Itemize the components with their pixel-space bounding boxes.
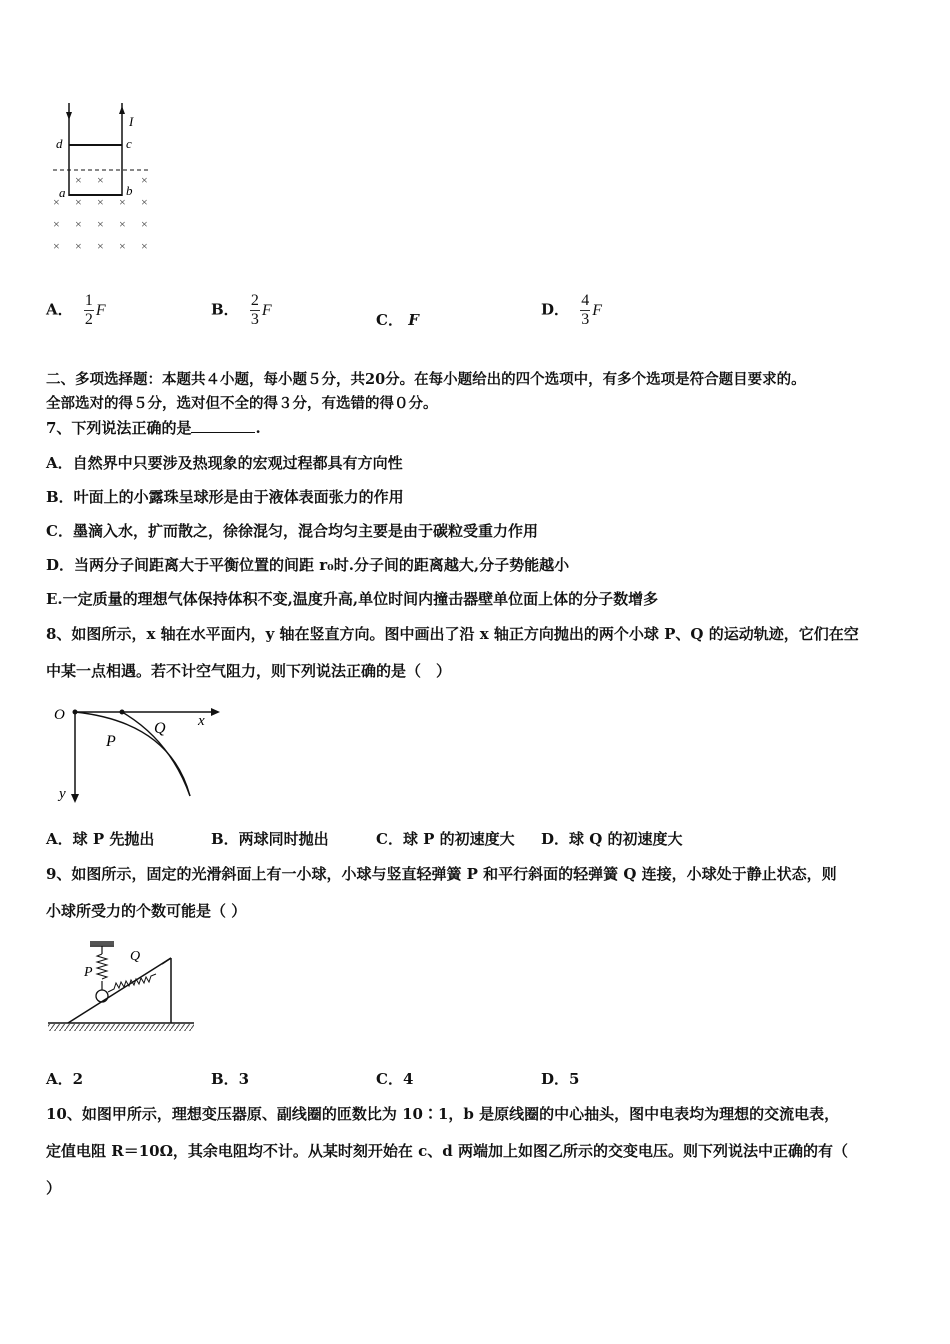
numerator: 1 [84,292,93,309]
label-c: c [126,136,132,151]
q7-stem-text: 7、下列说法正确的是 [46,419,192,437]
q7-stem [46,418,261,438]
section-2-heading-line1: 二、多项选择题：本题共４小题，每小题５分，共20分。在每小题给出的四个选项中，有多个选项是符合题目要求的。 [46,371,806,388]
fraction [250,292,260,329]
q7-option-d[interactable]: D．当两分子间距离大于平衡位置的间距 r₀时.分子间的距离越大,分子势能越小 [46,556,570,574]
field-cross: × [119,195,126,209]
variable: F [592,301,603,319]
q6-option-c[interactable] [376,310,419,330]
q8-option-a[interactable]: A．球 P 先抛出 [46,830,155,848]
numerator: 4 [581,292,590,309]
q6-option-b[interactable] [211,292,272,329]
option-letter: D． [541,300,570,319]
option-letter: A． [46,300,73,319]
q10-stem-line2: 定值电阻 R＝10Ω，其余电阻均不计。从某时刻开始在 c、d 两端加上如图乙所示的交变电压。则下列说法中正确的有（ [46,1142,848,1160]
label-a: a [59,185,66,200]
field-cross: × [97,195,104,209]
q9-stem-line1: 9、如图所示，固定的光滑斜面上有一小球，小球与竖直轻弹簧 P 和平行斜面的轻弹簧 Q 连接，小球处于静止状态，则 [46,865,837,883]
magnetic-field-crosses [53,173,148,253]
field-cross: × [75,173,82,187]
label-I: I [129,114,134,129]
field-cross: × [97,239,104,253]
field-cross: × [75,239,82,253]
field-cross: × [97,217,104,231]
figure-ball-on-incline [46,938,196,1038]
label-P: P [106,733,116,750]
figure-projectile-trajectories [50,700,225,810]
option-letter: B． [211,300,239,319]
fraction [84,292,94,329]
q8-option-d[interactable]: D．球 Q 的初速度大 [541,830,683,848]
denominator: 3 [581,311,590,328]
label-y: y [59,786,66,802]
numerator: 2 [250,292,259,309]
field-cross: × [75,217,82,231]
field-cross: × [53,195,60,209]
denominator: 2 [84,311,93,328]
label-O: O [54,707,65,723]
field-cross: × [53,239,60,253]
q6-option-d[interactable] [541,292,602,329]
q7-option-b[interactable]: B．叶面上的小露珠呈球形是由于液体表面张力的作用 [46,488,404,506]
q10-stem-line3: ） [46,1179,62,1197]
q8-stem-line2: 中某一点相遇。若不计空气阻力，则下列说法正确的是（ ） [46,662,452,680]
q6-option-a[interactable] [46,292,106,329]
field-cross: × [75,195,82,209]
q9-option-d[interactable]: D．5 [541,1070,580,1088]
variable: F [95,301,106,319]
field-cross: × [119,217,126,231]
q7-stem-end: . [255,419,261,437]
q7-option-a[interactable]: A．自然界中只要涉及热现象的宏观过程都具有方向性 [46,454,403,472]
q10-stem-line1: 10、如图甲所示，理想变压器原、副线圈的匝数比为 10∶1，b 是原线圈的中心抽头，图中电表均为理想的交流电表， [46,1105,840,1123]
label-Q: Q [154,720,166,737]
denominator: 3 [250,311,259,328]
field-cross: × [53,217,60,231]
q9-option-a[interactable]: A．2 [46,1070,84,1088]
label-x: x [198,713,205,729]
answer-blank[interactable] [191,418,255,433]
option-letter: C． [376,311,403,329]
q9-option-c[interactable]: C．4 [376,1070,414,1088]
field-cross: × [141,173,148,187]
field-cross: × [141,217,148,231]
option-text: F [408,311,419,329]
field-cross: × [141,239,148,253]
q8-option-b[interactable]: B．两球同时抛出 [211,830,329,848]
fraction [580,292,590,329]
variable: F [261,301,272,319]
field-cross: × [141,195,148,209]
label-d: d [56,136,63,151]
field-cross: × [97,173,104,187]
label-Q: Q [130,949,141,964]
q8-option-c[interactable]: C．球 P 的初速度大 [376,830,515,848]
q7-option-c[interactable]: C．墨滴入水，扩而散之，徐徐混匀，混合均匀主要是由于碳粒受重力作用 [46,522,538,540]
q8-stem-line1: 8、如图所示，x 轴在水平面内，y 轴在竖直方向。图中画出了沿 x 轴正方向抛出的两个小球 P、Q 的运动轨迹，它们在空 [46,625,859,643]
q9-option-b[interactable]: B．3 [211,1070,250,1088]
field-cross: × [119,239,126,253]
label-P: P [84,965,93,980]
label-b: b [126,183,133,198]
section-2-heading-line2: 全部选对的得５分，选对但不全的得３分，有选错的得０分。 [46,395,438,412]
q9-stem-line2: 小球所受力的个数可能是（ ） [46,902,247,920]
figure-loop-in-field [45,98,170,263]
q7-option-e[interactable]: E.一定质量的理想气体保持体积不变,温度升高,单位时间内撞击器壁单位面上体的分子数增多 [46,590,659,608]
